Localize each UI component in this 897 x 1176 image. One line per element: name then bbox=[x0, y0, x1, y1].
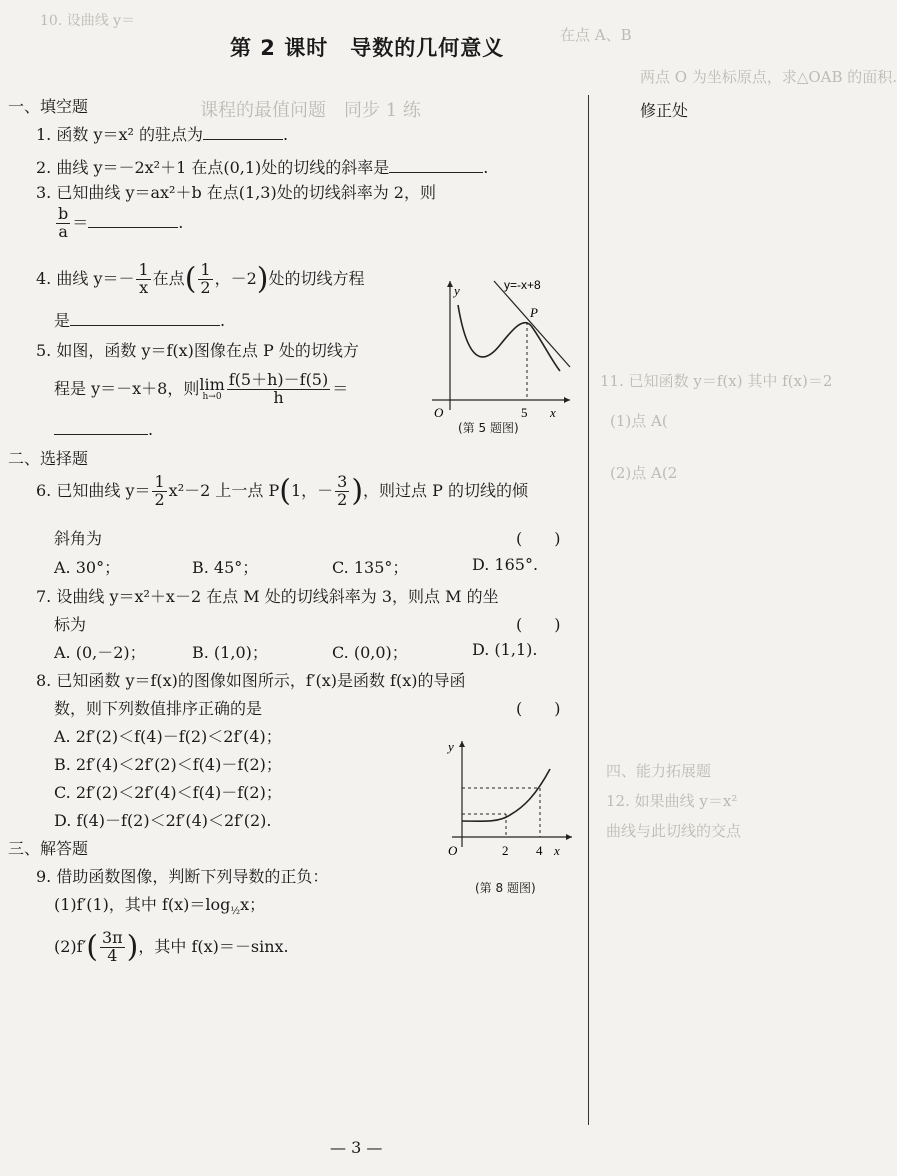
figure-8-graph bbox=[440, 735, 580, 865]
answer-blank[interactable] bbox=[54, 418, 148, 435]
bleed-text: 11. 已知函数 y＝f(x) 其中 f(x)＝2 bbox=[600, 372, 833, 390]
question-6: 6. 已知曲线 y＝ $\frac{1}{2}$ x²－2 上一点 P(1，－ $\frac{3}{2}$ )，则过点 P 的切线的倾 bbox=[36, 472, 528, 509]
answer-parentheses[interactable]: ( ) bbox=[516, 615, 561, 634]
question-3: 3. 已知曲线 y＝ax²＋b 在点(1,3)处的切线斜率为 2，则 bbox=[36, 183, 436, 202]
answer-blank[interactable] bbox=[389, 156, 483, 173]
origin-label: O bbox=[448, 843, 458, 858]
fraction: $\frac{1}{2}$ bbox=[154, 472, 165, 509]
column-divider bbox=[588, 95, 589, 1125]
option-d[interactable]: D. (1,1). bbox=[472, 640, 538, 659]
bleed-text: 两点 O 为坐标原点，求△OAB 的面积. bbox=[640, 68, 897, 86]
bleed-text: 课程的最值问题 同步 1 练 bbox=[200, 100, 421, 121]
bleed-text: 四、能力拓展题 bbox=[606, 762, 712, 780]
question-2: 2. 曲线 y＝－2x²＋1 在点(0,1)处的切线的斜率是 . bbox=[36, 158, 489, 177]
question-5-line3: . bbox=[54, 418, 153, 439]
fraction: $\frac{f(5+h)-f(5)}{h}$ bbox=[228, 370, 329, 407]
question-1: 1. 函数 y＝x² 的驻点为 . bbox=[36, 125, 289, 144]
option-c[interactable]: C. (0,0)； bbox=[332, 643, 408, 662]
fraction: $\frac{1}{x}$ bbox=[138, 260, 149, 297]
y-axis-label: y bbox=[454, 283, 460, 298]
option-b[interactable]: B. 45°； bbox=[192, 558, 259, 577]
answer-blank[interactable] bbox=[70, 309, 220, 326]
correction-label: 修正处 bbox=[640, 101, 689, 120]
option-d[interactable]: D. 165°. bbox=[472, 555, 539, 574]
fraction: $\frac{3}{2}$ bbox=[337, 472, 348, 509]
question-4: 4. 曲线 y＝－ $\frac{1}{x}$ 在点( $\frac{1}{2}$ ，－2)处的切线方程 bbox=[36, 260, 365, 297]
question-8: 8. 已知函数 y＝f(x)的图像如图所示，f′(x)是函数 f(x)的导函 bbox=[36, 671, 466, 690]
option-c[interactable]: C. 2f′(2)＜2f′(4)＜f(4)－f(2)； bbox=[54, 783, 282, 802]
question-7: 7. 设曲线 y＝x²＋x－2 在点 M 处的切线斜率为 3，则点 M 的坐 bbox=[36, 587, 499, 606]
question-5-line2: 程是 y＝－x＋8，则 lim h→0 $\frac{f(5+h)-f(5)}{h}$ ＝ bbox=[54, 370, 349, 407]
question-9-part-1: (1)f′(1)，其中 $f(x)=\log_{\frac{1}{2}}x$； bbox=[54, 895, 266, 918]
bleed-text: 10. 设曲线 y＝ bbox=[40, 13, 136, 29]
section-solution: 三、解答题 bbox=[8, 839, 89, 858]
bleed-text: 12. 如果曲线 y＝x² bbox=[606, 792, 738, 810]
bleed-text: 在点 A、B bbox=[560, 26, 632, 44]
fraction: $\frac{3\pi}{4}$ bbox=[101, 928, 123, 965]
y-axis-label: y bbox=[448, 739, 454, 754]
question-9-part-2: (2)f′( $\frac{3\pi}{4}$ )，其中 f(x)＝－sinx. bbox=[54, 928, 289, 965]
x-axis-label: x bbox=[554, 843, 560, 858]
page-number: — 3 — bbox=[330, 1138, 383, 1157]
section-multiple-choice: 二、选择题 bbox=[8, 449, 89, 468]
option-d[interactable]: D. f(4)－f(2)＜2f′(4)＜2f′(2). bbox=[54, 811, 272, 830]
section-fill-blank: 一、填空题 bbox=[8, 97, 89, 116]
answer-parentheses[interactable]: ( ) bbox=[516, 529, 561, 548]
question-9: 9. 借助函数图像，判断下列导数的正负： bbox=[36, 867, 329, 886]
option-c[interactable]: C. 135°； bbox=[332, 558, 409, 577]
x-tick-label: 5 bbox=[521, 405, 528, 420]
question-8-line2: 数，则下列数值排序正确的是 bbox=[54, 699, 263, 718]
figure-5-graph bbox=[420, 275, 580, 440]
question-5: 5. 如图，函数 y＝f(x)图像在点 P 处的切线方 bbox=[36, 341, 359, 360]
answer-parentheses[interactable]: ( ) bbox=[516, 699, 561, 718]
x-tick-label: 4 bbox=[536, 843, 543, 858]
figure-8-caption: (第 8 题图) bbox=[475, 881, 536, 895]
question-6-line2: 斜角为 bbox=[54, 529, 103, 548]
question-7-line2: 标为 bbox=[54, 615, 87, 634]
option-b[interactable]: B. 2f′(4)＜2f′(2)＜f(4)－f(2)； bbox=[54, 755, 282, 774]
bleed-text: (2)点 A(2 bbox=[610, 464, 678, 482]
fraction: $\frac{1}{2}$ bbox=[200, 260, 211, 297]
bleed-text: 曲线与此切线的交点 bbox=[606, 822, 742, 840]
tangent-line-label: y=-x+8 bbox=[504, 278, 541, 292]
option-a[interactable]: A. 2f′(2)＜f(4)－f(2)＜2f′(4)； bbox=[54, 727, 282, 746]
page-title: 第 2 课时 导数的几何意义 bbox=[230, 36, 505, 60]
fraction: $\frac{b}{a}$ bbox=[58, 204, 69, 241]
x-axis-label: x bbox=[550, 405, 556, 420]
option-a[interactable]: A. 30°； bbox=[54, 558, 121, 577]
point-p-label: P bbox=[530, 305, 538, 320]
question-4-line2: 是 . bbox=[54, 311, 226, 330]
bleed-text: (1)点 A( bbox=[610, 412, 668, 430]
x-tick-label: 2 bbox=[502, 843, 509, 858]
question-3-line2: $\frac{b}{a}$ ＝ . bbox=[58, 204, 184, 241]
origin-label: O bbox=[434, 405, 444, 420]
option-b[interactable]: B. (1,0)； bbox=[192, 643, 268, 662]
answer-blank[interactable] bbox=[203, 123, 283, 140]
option-a[interactable]: A. (0,－2)； bbox=[54, 643, 146, 662]
answer-blank[interactable] bbox=[88, 211, 178, 228]
figure-5-caption: (第 5 题图) bbox=[458, 421, 519, 435]
